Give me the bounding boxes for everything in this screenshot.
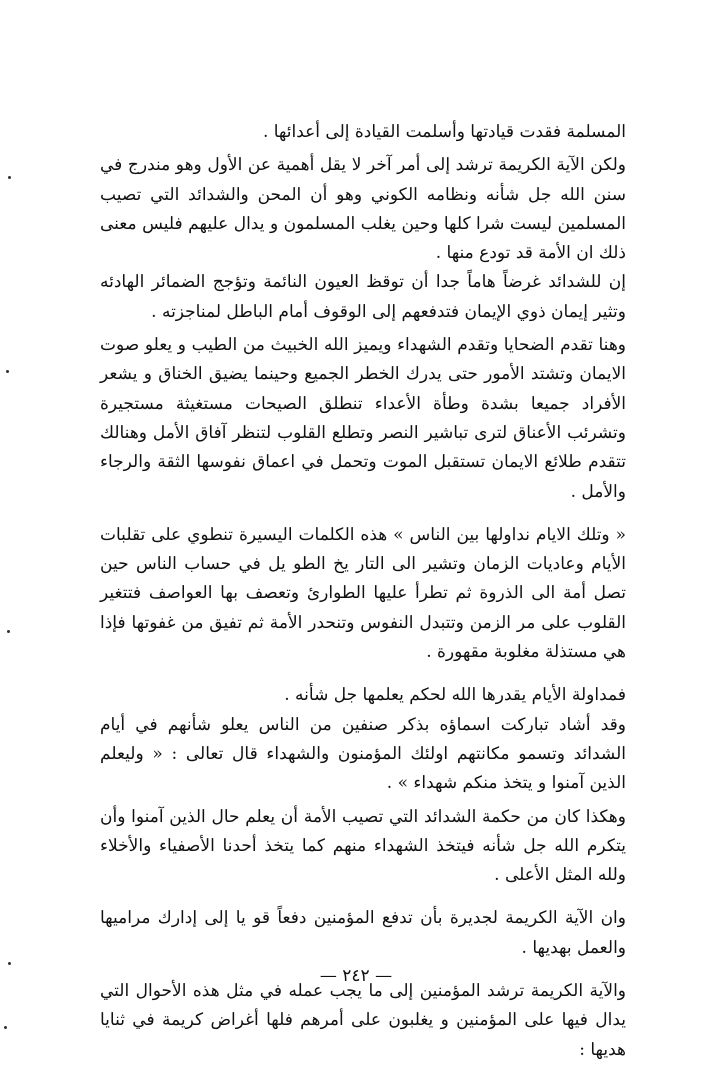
paragraph: وقد أشاد تباركت اسماؤه بذكر صنفين من الناس يعلو شأنهم في أيام الشدائد وتسمو مكانتهم اولئك المؤمنون والشهداء قال تعالى : « وليعلم الذين آمنوا و يتخذ منكم شهداء » .: [100, 714, 626, 794]
paragraph: والآية الكريمة ترشد المؤمنين إلى ما يجب عمله في مثل هذه الأحوال التي يدال فيها على المؤمنين و يغلبون على أمرهم فلها أغراض كريمة في ثنايا هديها :: [100, 981, 626, 1060]
paragraph: المسلمة فقدت قيادتها وأسلمت القيادة إلى أعدائها .: [262, 122, 626, 142]
paragraph: وان الآية الكريمة لجديرة بأن تدفع المؤمنين دفعاً قو يا إلى إدارك مراميها والعمل بهديها .: [100, 908, 626, 958]
paragraph: « وتلك الايام نداولها بين الناس » هذه الكلمات اليسيرة تنطوي على تقلبات الأيام وعاديات الزمان وتشير الى التار يخ الطو يل في حساب الناس حين تصل أمة الى الذروة ثم تطرأ عليها الطوارئ وتعصف بها العواصف فتتغير القلوب على مر الزمن وتتبدل النفوس وتنحدر الأمة ثم تفيق من غفوتها فإذا هي مستذلة مغلوبة مقهورة .: [100, 524, 626, 663]
margin-dot: [8, 176, 11, 179]
margin-dot: [7, 630, 10, 633]
paragraph: فمداولة الأيام يقدرها الله لحكم يعلمها جل شأنه .: [284, 685, 626, 706]
page-number: — ٢٤٢ —: [319, 966, 393, 986]
margin-dot: [4, 1026, 7, 1029]
paragraph: ولكن الآية الكريمة ترشد إلى أمر آخر لا يقل أهمية عن الأول وهو مندرج في سنن الله جل شأنه ونظامه الكوني وهو أن المحن والشدائد التي تصيب المسلمين ليست شرا كلها وحين يغلب المسلمون و يدال عليهم فليس معنى ذلك ان الأمة قد تودع منها .: [100, 155, 626, 264]
paragraph: إن للشدائد غرضاً هاماً جدا أن توقظ العيون النائمة وتؤجج الضمائر الهادئه وتثير إيمان ذوي الإيمان فتدفعهم إلى الوقوف أمام الباطل لمناجزته .: [100, 272, 626, 322]
paragraph: وهنا تقدم الضحايا وتقدم الشهداء ويميز الله الخبيث من الطيب و يعلو صوت الايمان وتشتد الأمور حتى يدرك الخطر الجميع وحينما يضيق الخناق و يشعر الأفراد جميعا بشدة وطأة الأعداء تنطلق الصيحات مستغيثة مستجيرة وتشرئب الأعناق لترى تباشير النصر وتطلع القلوب لتنظر آفاق الأمل وهنالك تتقدم طلائع الايمان تستقبل الموت وتحمل في اعماق نفوسها الثقة والرجاء والأمل .: [100, 335, 626, 502]
margin-dot: [8, 962, 11, 965]
margin-dot: [6, 370, 9, 373]
paragraph: وهكذا كان من حكمة الشدائد التي تصيب الأمة أن يعلم حال الذين آمنوا وأن يتكرم الله جل شأنه فيتخذ الشهداء منهم كما يتخذ أحدنا الأصفياء والأخلاء ولله المثل الأعلى .: [100, 806, 626, 886]
body-text: [100, 118, 626, 1065]
